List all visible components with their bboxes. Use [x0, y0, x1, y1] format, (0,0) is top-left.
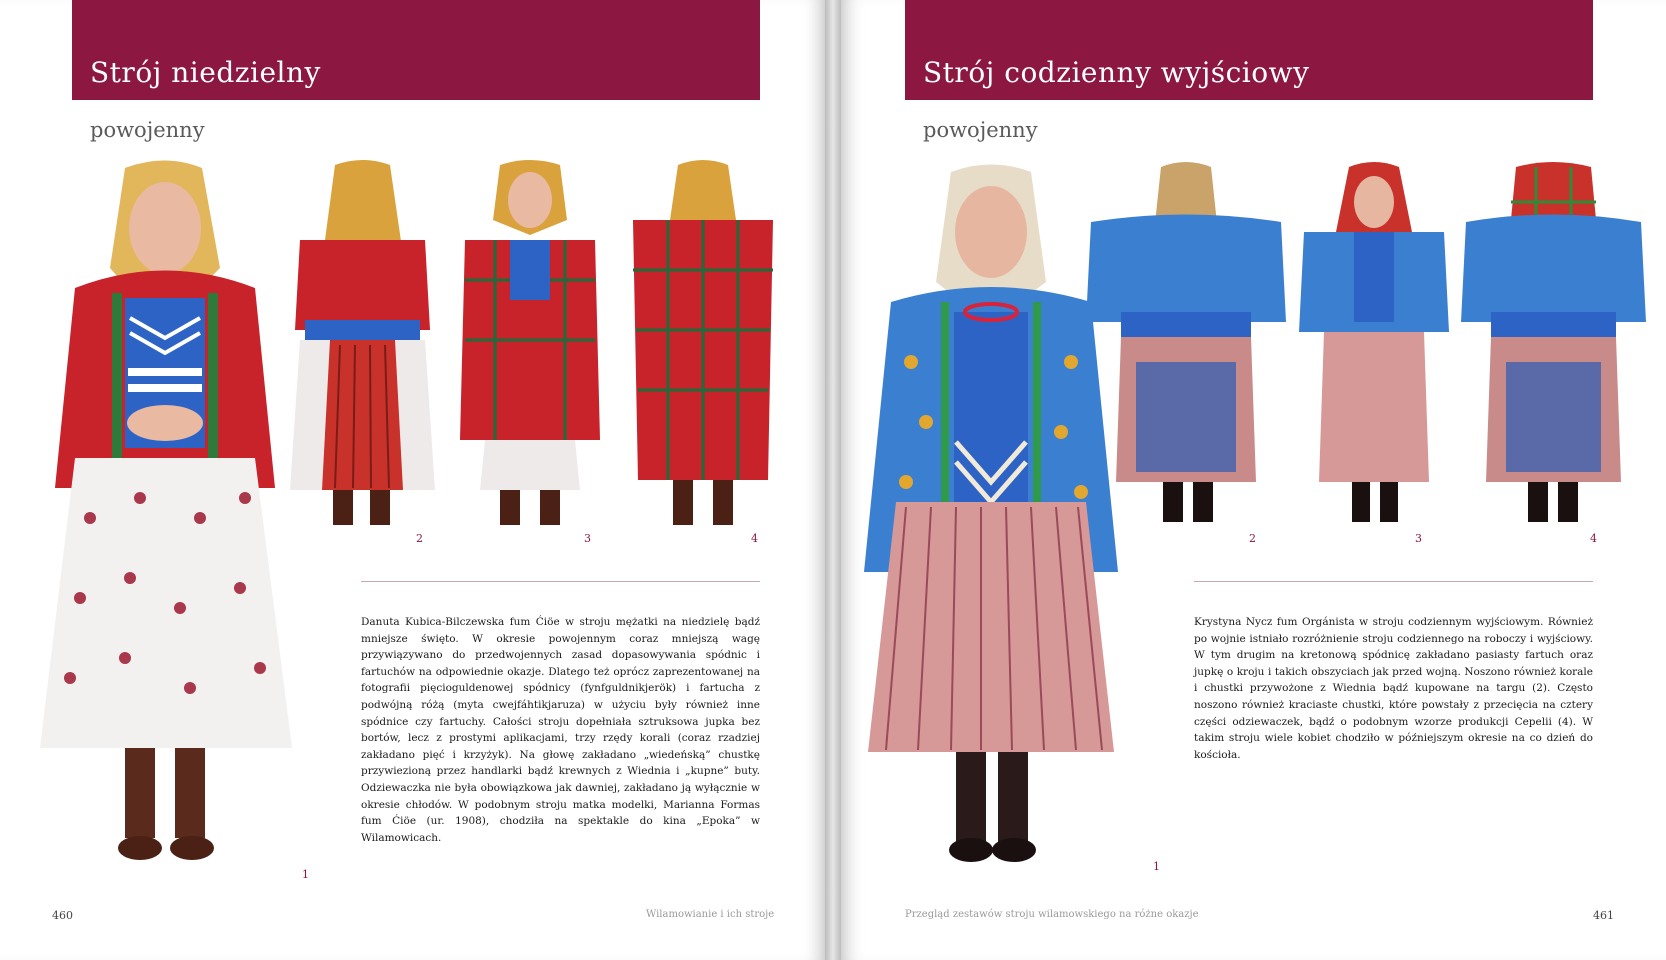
- right-caption-text: Krystyna Nycz fum Orgánista w stroju codziennym wyjściowym. Również po wojnie istniało rozróżnienie stroju codziennego na roboczy i wyjściowy. W tym drugim na kretonową spódnicę zakładano pasiasty fartuch oraz jupkę o kroju i takich obszyciach jak przed wojną. Noszono również korale i chustki przywożone z Wiednia bądź kupowane na targu (2). Często noszono również kraciaste chustki, które powstały z przecięcia na cztery części odziewaczek, bądź o podobnym wzorze produkcji Cepelii (4). W takim stroju wiele kobiet chodziło w późniejszym okresie na co dzień do kościoła.: [1194, 616, 1593, 761]
- right-page-subtitle: powojenny: [923, 118, 1038, 142]
- left-caption-rule: [361, 581, 760, 582]
- woman-back-illustration: [285, 160, 440, 540]
- woman-figure-illustration: [30, 158, 300, 870]
- left-page-number: 460: [52, 909, 73, 922]
- left-figure-number-2: 2: [416, 532, 423, 545]
- woman-figure-illustration: [1294, 162, 1454, 540]
- woman-back-illustration: [1081, 162, 1291, 540]
- right-page: [841, 0, 1666, 960]
- right-photo-4-back-view: [1456, 162, 1651, 540]
- right-page-number: 461: [1593, 909, 1614, 922]
- left-photo-2-back-view: [285, 160, 440, 540]
- left-page-title: Strój niedzielny: [90, 56, 321, 89]
- left-page: [0, 0, 825, 960]
- left-page-subtitle: powojenny: [90, 118, 205, 142]
- right-figure-number-4: 4: [1590, 532, 1597, 545]
- right-page-title: Strój codzienny wyjściowy: [923, 56, 1310, 89]
- woman-shawl-back-illustration: [628, 160, 778, 540]
- right-figure-number-1: 1: [1153, 860, 1160, 873]
- left-photo-3-shawl-front: [455, 160, 605, 540]
- left-caption-text: Danuta Kubica-Bilczewska fum Ćiöe w stroju mężatki na niedzielę bądź mniejsze święto. W okresie powojennym coraz mniejszą wagę przywiązywano do przedwojennych zasad dopasowywania spódnic i fartuchów na odpowiednie okazje. Dlatego też oprócz zaprezentowanej na fotografii pięcioguldenowej spódnicy (fynfguldnikjerök) i fartucha z podwójną różą (myta cwejfáhtikjaruza) w użyciu były również inne spódnice czy fartuchy. Całości stroju dopełniała sztruksowa jupka bez bortów, lecz z prostymi aplikacjami, trzy rzędy korali (coraz rzadziej zakładano pięć i krzyżyk). Na głowę zakładano „wiedeńską” chustkę przywiezioną przez handlarki bądź krewnych z Wiednia i „kupne” buty. Odziewaczka nie była obowiązkowa jak dawniej, zakładano ją wyłącznie w okresie chłodów. W podobnym stroju matka modelki, Marianna Formas fum Ćiöe (ur. 1908), chodziła na spektakle do kina „Epoka” w Wilamowicach.: [361, 616, 760, 844]
- left-figure-number-1: 1: [302, 868, 309, 881]
- left-photo-4-shawl-back: [628, 160, 778, 540]
- left-title-banner: [72, 0, 760, 100]
- left-photo-1-front-view: [30, 158, 300, 870]
- woman-back-illustration: [1456, 162, 1651, 540]
- right-running-title: Przegląd zestawów stroju wilamowskiego na różne okazje: [905, 909, 1199, 920]
- left-running-title: Wilamowianie i ich stroje: [646, 909, 775, 920]
- right-photo-3-front-view: [1294, 162, 1454, 540]
- right-caption-rule: [1194, 581, 1593, 582]
- right-figure-number-3: 3: [1415, 532, 1422, 545]
- left-figure-number-4: 4: [751, 532, 758, 545]
- left-figure-number-3: 3: [584, 532, 591, 545]
- book-gutter: [825, 0, 841, 960]
- right-figure-number-2: 2: [1249, 532, 1256, 545]
- woman-shawl-illustration: [455, 160, 605, 540]
- right-title-banner: [905, 0, 1593, 100]
- right-photo-2-back-view: [1081, 162, 1291, 540]
